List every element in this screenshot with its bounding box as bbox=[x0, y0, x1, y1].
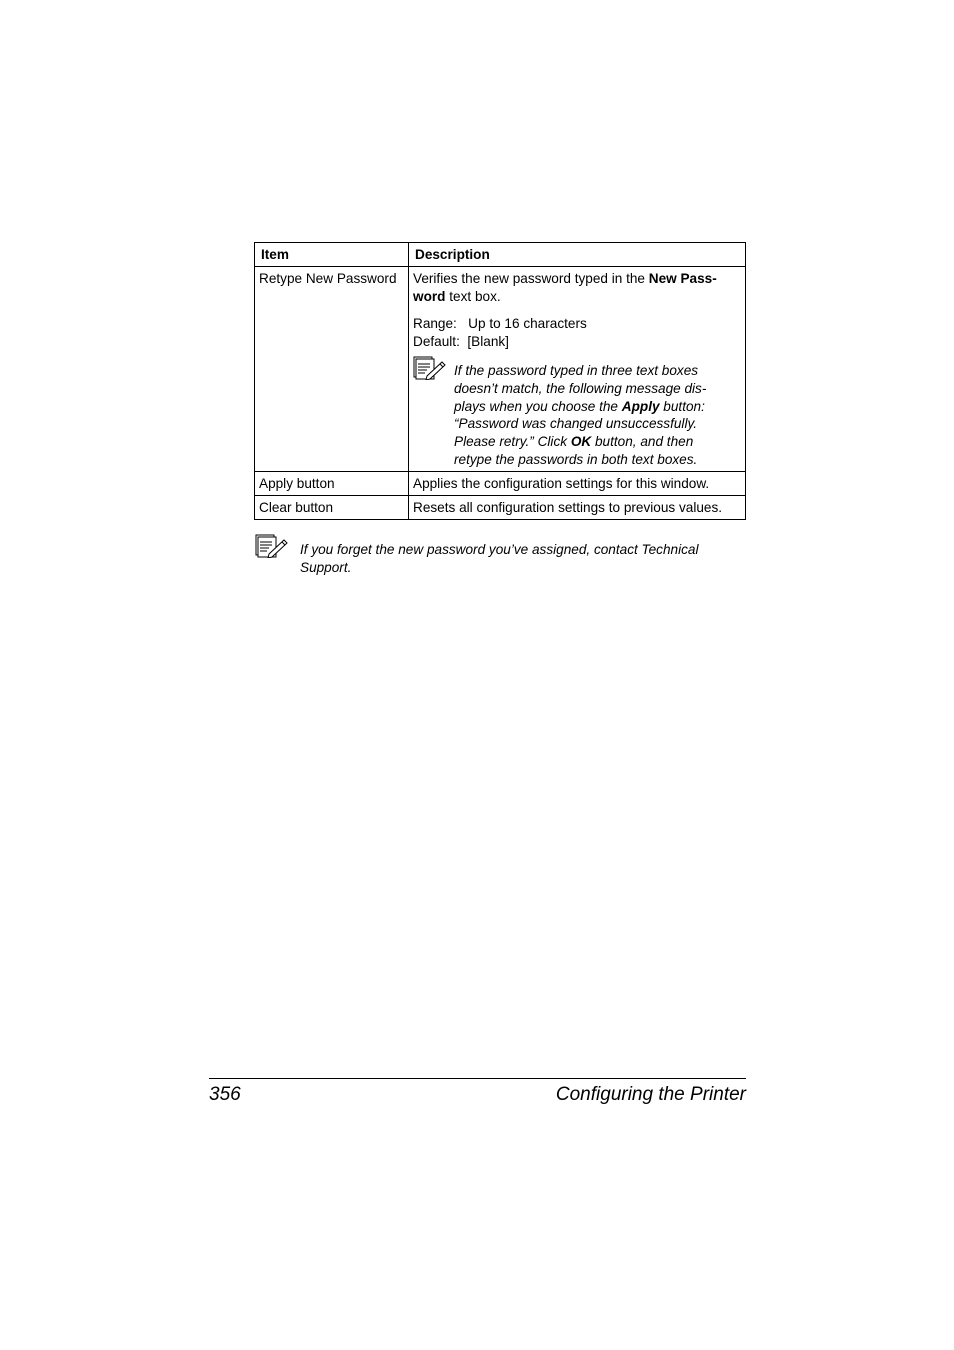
table-row bbox=[255, 495, 746, 519]
settings-table bbox=[254, 242, 746, 520]
header-item: Item bbox=[255, 243, 409, 267]
inline-note bbox=[413, 362, 741, 468]
note-pencil-icon bbox=[255, 534, 300, 556]
item-apply-button: Apply button bbox=[255, 471, 409, 495]
bottom-note bbox=[255, 534, 746, 576]
description-apply-button: Applies the configuration settings for this window. bbox=[409, 471, 746, 495]
section-title: Configuring the Printer bbox=[555, 1084, 746, 1105]
header-description: Description bbox=[409, 243, 746, 267]
table-header-row bbox=[255, 243, 746, 267]
desc-bold-field: New Pass- word bbox=[413, 271, 717, 304]
note-text: If the password typed in three text boxes doesn’t match, the following message dis- plays when you choose the Apply button: “Password was changed unsuccessfully. Please retry.” Click OK button, and then retype the passwords in both text boxes. bbox=[454, 363, 707, 467]
note-pencil-icon bbox=[413, 356, 454, 378]
range-value: Range: Up to 16 characters bbox=[413, 316, 587, 332]
desc-text-pre: Verifies the new password typed in the bbox=[413, 271, 649, 286]
description-retype-password bbox=[409, 267, 746, 472]
description-text bbox=[413, 270, 741, 305]
default-value: Default: [Blank] bbox=[413, 333, 509, 349]
note-bold-ok: OK bbox=[570, 434, 592, 450]
item-retype-password: Retype New Password bbox=[255, 267, 409, 472]
page-number: 356 bbox=[209, 1084, 241, 1105]
bottom-note-text: If you forget the new password you’ve assigned, contact Technical Support. bbox=[300, 542, 699, 575]
table-row bbox=[255, 471, 746, 495]
table-row bbox=[255, 267, 746, 472]
description-clear-button: Resets all configuration settings to previous values. bbox=[409, 495, 746, 519]
desc-text-post: text box. bbox=[445, 288, 501, 304]
note-bold-apply: Apply bbox=[621, 398, 660, 414]
item-clear-button: Clear button bbox=[255, 495, 409, 519]
page-footer bbox=[209, 1078, 746, 1106]
